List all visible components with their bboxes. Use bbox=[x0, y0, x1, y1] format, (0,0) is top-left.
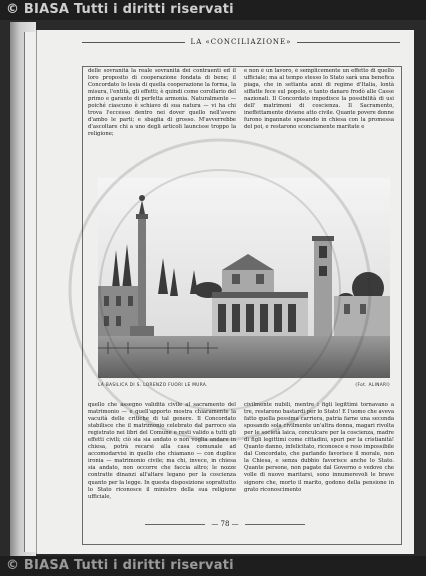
magazine-page bbox=[36, 30, 414, 554]
paragraph: delle sovranità la reale sovranità dei contraenti ed il loro proposito di cooperazione fondata di bene; il Concordato lo lesia di quella cooperazione la forma, la misura, l'entità, gli effetti; è quindi come corollario del primo e garante di perfetta armonia. Naturalmente — poiché ciascuno è schiavo di sua natura — vi ha chi trova l'eccesso dentro nei dover quello nell'avere d'ambo le parti; e sbaglia di grosso. M'avverrebbe d'ascoltare chi a uno degli articoli launcisse troppo la religione; bbox=[88, 68, 236, 138]
footer-rule-left bbox=[145, 524, 205, 525]
running-header bbox=[82, 38, 400, 46]
text-column-bottom-right bbox=[244, 402, 394, 530]
paragraph: e non è un lavoro, è semplicemente un effetto di quello ufficiale; ma al tempo stesso lo Stato sarà una benefica piaga, che in settanta anni di regime d'Italia, lontà siffatte fece sul popolo, e tanto danaro frodò alle Casse nazionali. Il Concordato impedisce la possibilità di usi dell' matrimoni di coscienza. Il Sacramento, ineffettamente diviene atto civile. Quante povere donne furono ingannate sposando in chiesa con la promessa del poi, e restarono sconciamente maritate e bbox=[244, 68, 394, 131]
caption-credit: (Fot. ALINARI) bbox=[355, 382, 390, 387]
paragraph: quello che assegno validità civile al sacramento del matrimonio — e quell'apporto mostra chiaramente la vacuità delle critiche di tal genere. Il Concordato stabilisce che il matrimonio celebrato dal parroco sia registrato nei libri del Comune e resti valido a tutti gli effetti civili; ciò sia sia andato o non voglia andare in chiesa, potrà recarsi alla casa comunale ad accomodarvisi in quello che chiamano — con duplice ironia — matrimonio civile; ma chi, invece, in chiesa sia andato, non occorre che faccia altro; le nozze contratte dinanzi all'altare legano per la coscienza quanto per la legge. In questa disposizione soprattutto lo Stato riconosce il ministro della sua religione ufficiale, bbox=[88, 402, 236, 500]
basilica-photograph bbox=[98, 178, 390, 396]
header-rule-right bbox=[297, 42, 400, 43]
photo-caption bbox=[98, 382, 390, 387]
paragraph: civilmente nubili, mentre i figli legittimi tornavano a tre, restarono bastardi per lo Stato! E l'uomo che aveva fatto quella pessima carriera, patria farne una seconda sposando sola civilmente un'altra donna, magari rivolta per le società laica, conculcare per la coscienza, madre di figli legittimi come cittadini, spuri per la cristianità! Quanto danno, infelicitato, riconosce e reso impossibile dal Concordato, che parlando favorisce il morale, non la Chiesa, e senza dubbio favorisce anche lo Stato. Quante persone, non pagate dal Governo o vedove che volle di nuovo maritarsi, sono innumerevoli le brave signore che, morto il marito, godono della pensione in grato riconoscimento bbox=[244, 402, 394, 493]
text-column-top-right bbox=[244, 68, 394, 172]
running-head-title: LA «CONCILIAZIONE» bbox=[190, 38, 292, 46]
watermark-banner-top: © BIASA Tutti i diritti riservati bbox=[0, 0, 426, 20]
caption-title: LA BASILICA DI S. LORENZO FUORI LE MURA. bbox=[98, 382, 208, 387]
footer-rule-right bbox=[245, 524, 305, 525]
header-rule-left bbox=[82, 42, 185, 43]
text-column-bottom-left bbox=[88, 402, 239, 530]
text-column-top-left bbox=[88, 68, 236, 172]
page-footer bbox=[36, 520, 414, 528]
page-number: — 78 — bbox=[211, 520, 239, 528]
watermark-banner-bottom: © BIASA Tutti i diritti riservati bbox=[0, 556, 426, 576]
